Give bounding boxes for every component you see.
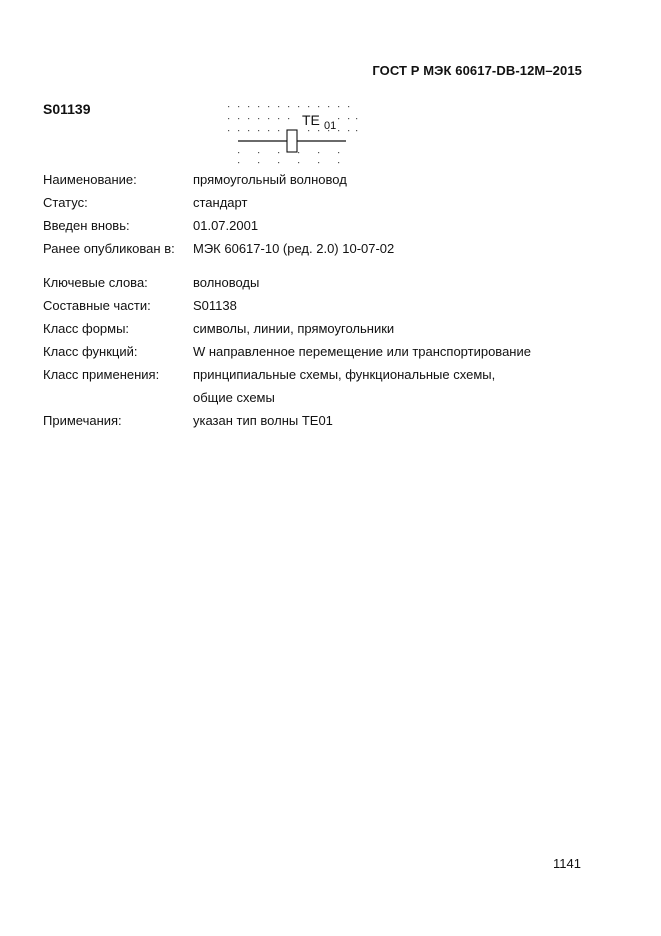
attribute-label: Ранее опубликован в: (43, 241, 175, 256)
attribute-label: Наименование: (43, 172, 137, 187)
attribute-label: Класс функций: (43, 344, 138, 359)
attribute-label: Класс применения: (43, 367, 160, 382)
attribute-value: 01.07.2001 (193, 218, 259, 233)
attribute-value: прямоугольный волновод (193, 172, 347, 187)
attribute-label: Ключевые слова: (43, 275, 148, 290)
attribute-label: Класс формы: (43, 321, 130, 336)
mode-label-sub: 01 (324, 120, 337, 132)
document-header: ГОСТ Р МЭК 60617-DB-12M–2015 (372, 63, 582, 78)
attribute-label: Составные части: (43, 298, 151, 313)
waveguide-rectangle (287, 130, 297, 152)
attribute-value: стандарт (193, 195, 248, 210)
attribute-value: МЭК 60617-10 (ред. 2.0) 10-07-02 (193, 241, 395, 256)
rectangular-waveguide-symbol-icon (222, 100, 362, 166)
symbol-code: S01139 (43, 101, 91, 117)
page-number: 1141 (553, 856, 581, 871)
attribute-value: указан тип волны TE01 (193, 413, 333, 428)
attribute-value: W направленное перемещение или транспортирование (193, 344, 531, 359)
attribute-label: Статус: (43, 195, 88, 210)
attribute-value: символы, линии, прямоугольники (193, 321, 395, 336)
attribute-label: Введен вновь: (43, 218, 130, 233)
attribute-value: принципиальные схемы, функциональные схемы, (193, 367, 496, 382)
attribute-value: общие схемы (193, 390, 275, 405)
mode-label-main: TE (302, 112, 320, 128)
attribute-value: S01138 (193, 298, 237, 313)
attribute-value: волноводы (193, 275, 260, 290)
attribute-label: Примечания: (43, 413, 122, 428)
